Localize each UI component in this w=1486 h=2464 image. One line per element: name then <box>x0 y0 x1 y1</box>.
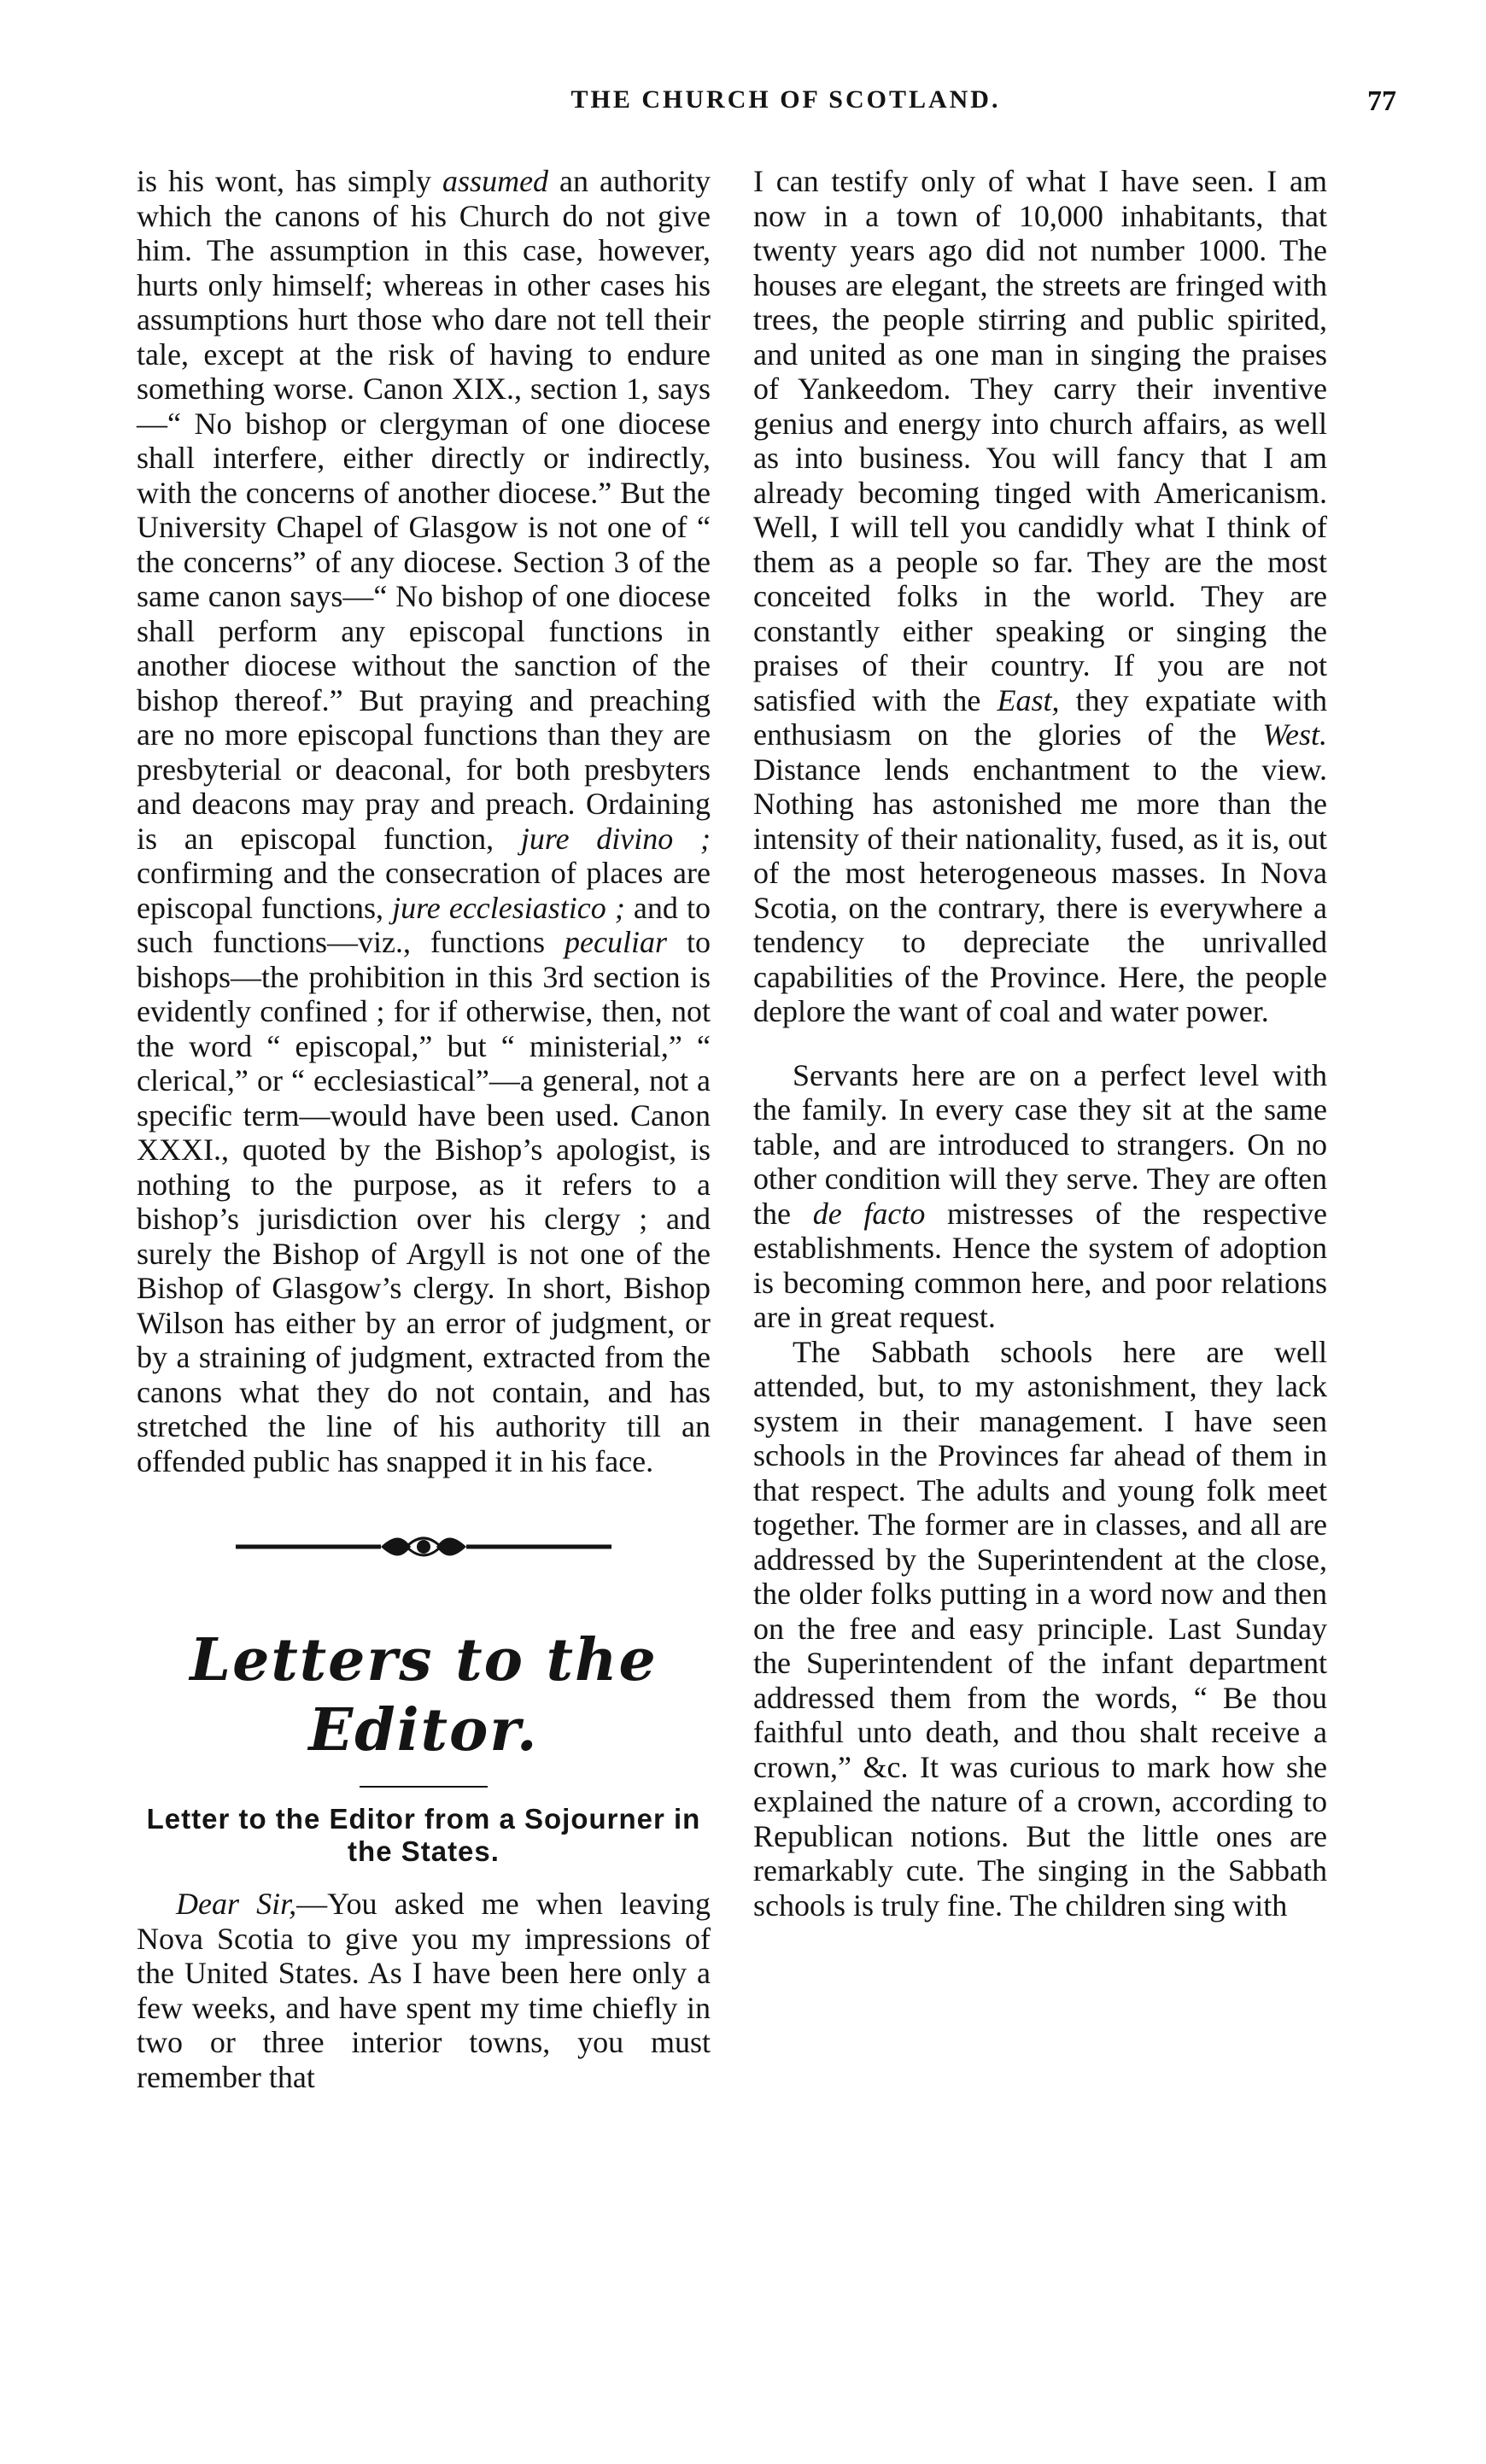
heading-rule <box>360 1786 488 1788</box>
text-run: Distance lends enchantment to the view. Nothing has astonished me more than the intensity of their nationality, fused, as it is, out of the most heterogeneous masses. In Nova Scotia, on the contrary, there is everywhere a tendency to depreciate the unrivalled capabilities of the Province. Here, the people deplore the want of coal and water power. <box>753 752 1327 1028</box>
italic-run: peculiar <box>564 925 667 959</box>
italic-run: jure divino ; <box>520 821 711 856</box>
text-run: and to such functions—viz., functions <box>137 890 711 959</box>
text-run: is his wont, has simply <box>137 164 443 198</box>
running-header <box>175 85 1396 128</box>
ornamental-rule <box>236 1530 611 1564</box>
right-column <box>753 164 1327 2461</box>
letter-opening <box>137 1887 711 2094</box>
text-run: mistresses of the respective establishments. Hence the system of adoption is becoming common here, and poor relations are in great request. <box>753 1196 1327 1334</box>
italic-run: assumed <box>442 164 549 198</box>
italic-run: jure ecclesiastico ; <box>392 890 625 925</box>
right-paragraph: The Sabbath schools here are well attended, but, to my astonishment, they lack system in their management. I have seen schools in the Provinces far ahead of them in that respect. The adults and young folk meet together. The former are in classes, and all are addressed by the Superintendent at the close, the older folks putting in a word now and then on the free and easy principle. Last Sunday the Superintendent of the infant department addressed them from the words, “ Be thou faithful unto death, and thou shalt receive a crown,” &c. It was curious to mark how she explained the nature of a crown, according to Republican notions. But the little ones are remarkably cute. The singing in the Sabbath schools is truly fine. The children sing with <box>753 1334 1327 1923</box>
right-paragraph <box>753 1058 1327 1335</box>
right-paragraph <box>753 164 1327 1029</box>
text-run: they expatiate with enthusiasm on the glories of the <box>753 682 1327 752</box>
text-run: to bishops—the prohibition in this 3rd section is evidently confined ; for if otherwise, then, not the word “ episcopal,” but “ ministerial,” “ clerical,” or “ ecclesiastical”—a general, not a specific term—would have been used. Canon XXXI., quoted by the Bishop’s apologist, is nothing to the purpose, as it refers to a bishop’s jurisdiction over his clergy ; and surely the Bishop of Argyll is not one of the Bishop of Glasgow’s clergy. In short, Bishop Wilson has either by an error of judgment, or by a straining of judgment, extracted from the canons what they do not contain, and has stretched the line of his authority till an offended public has snapped it in his face. <box>137 925 711 1478</box>
italic-run: East, <box>997 682 1060 717</box>
italic-run: de facto <box>812 1196 926 1231</box>
left-column <box>137 164 711 2444</box>
running-title: THE CHURCH OF SCOTLAND. <box>570 85 1001 114</box>
letter-title: Letter to the Editor from a Sojourner in the States. <box>146 1803 701 1867</box>
left-paragraph <box>137 164 711 1478</box>
section-heading: Letters to the Editor. <box>190 1626 658 1765</box>
text-run: an authority which the canons of his Church do not give him. The assumption in this case, however, hurts only himself; whereas in other cases his assumptions hurt those who dare not tell their tale, except at the risk of having to endure something worse. Canon XIX., section 1, says—“ No bishop or clergyman of one diocese shall interfere, either directly or indirectly, with the concerns of another diocese.” But the University Chapel of Glasgow is not one of “ the concerns” of any diocese. Section 3 of the same canon says—“ No bishop of one diocese shall perform any episcopal functions in another diocese without the sanction of the bishop thereof.” But praying and preaching are no more episcopal functions than they are presbyterial or deaconal, for both presbyters and deacons may pray and preach. Ordaining is an episcopal function, <box>137 164 711 856</box>
salutation: Dear Sir, <box>176 1887 297 1921</box>
text-run: I can testify only of what I have seen. I am now in a town of 10,000 inhabitants, that twenty years ago did not number 1000. The houses are elegant, the streets are fringed with trees, the people stirring and public spirited, and united as one man in singing the praises of Yankeedom. They carry their inventive genius and energy into church affairs, as well as into business. You will fancy that I am already becoming tinged with Americanism. Well, I will tell you candidly what I think of them as a people so far. They are the most conceited folks in the world. They are constantly either speaking or singing the praises of their country. If you are not satisfied with the <box>753 164 1327 717</box>
text-run: confirming and the consecration of places are episcopal functions, <box>137 856 711 925</box>
page-number: 77 <box>1367 85 1396 117</box>
text-run: —You asked me when leaving Nova Scotia to give you my impressions of the United States. As I have been here only a few weeks, and have spent my time chiefly in two or three interior towns, you must remember that <box>137 1887 711 2094</box>
italic-run: West. <box>1262 717 1327 752</box>
text-run: Servants here are on a perfect level with the family. In every case they sit at the same table, and are introduced to strangers. On no other condition will they serve. They are often the <box>753 1057 1327 1231</box>
